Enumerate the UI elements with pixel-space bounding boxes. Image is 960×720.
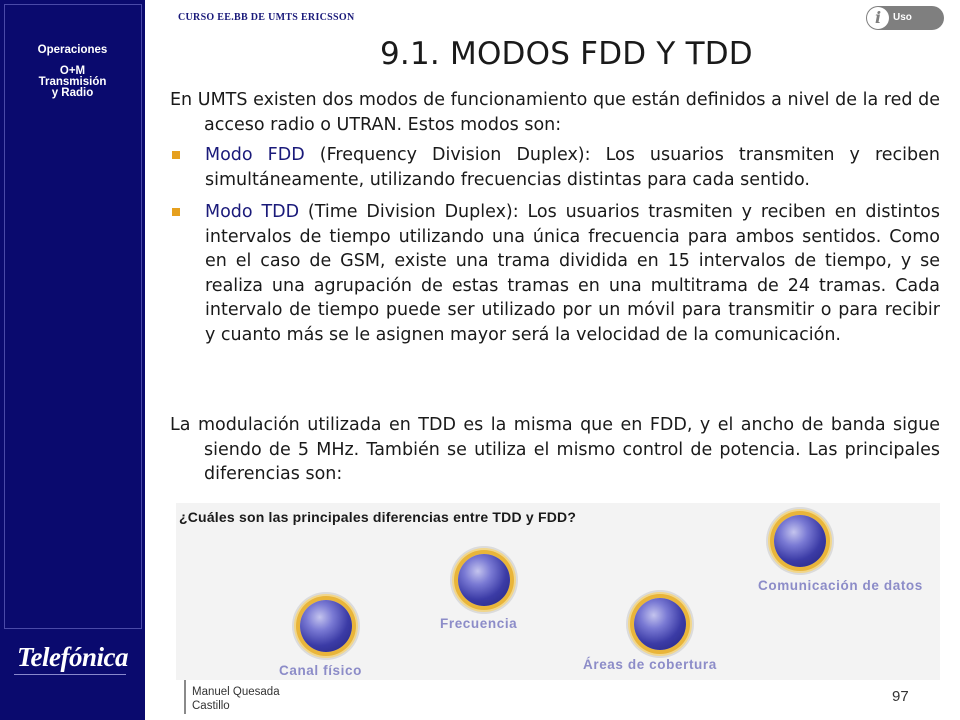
sidebar-label-operaciones: Operaciones — [37, 44, 108, 56]
option-areas-cobertura[interactable]: Áreas de cobertura — [583, 657, 717, 672]
info-icon: i — [867, 7, 889, 29]
option-canal-fisico[interactable]: Canal físico — [279, 663, 362, 678]
uso-interno-label: Uso Interno — [893, 12, 927, 47]
canal-fisico-ball-icon[interactable] — [300, 600, 352, 652]
footer-divider — [184, 680, 186, 714]
option-frecuencia[interactable]: Frecuencia — [440, 616, 518, 631]
bullet-square-icon — [172, 151, 180, 159]
areas-cobertura-ball-icon[interactable] — [634, 598, 686, 650]
bullet-fdd-term: Modo FDD — [205, 145, 305, 165]
figure-question: ¿Cuáles son las principales diferencias entre TDD y FDD? — [179, 509, 577, 525]
footer-author: Manuel Quesada Castillo — [192, 686, 280, 712]
sidebar-label-transmision: Transmisión — [38, 76, 107, 88]
page-title: 9.1. MODOS FDD Y TDD — [380, 36, 753, 72]
comunicacion-datos-ball-icon[interactable] — [774, 515, 826, 567]
bullet-fdd — [205, 143, 940, 192]
closing-paragraph: La modulación utilizada en TDD es la misma que en FDD, y el ancho de banda sigue siendo de 5 MHz. También se utiliza el mismo control de potencia. Las principales diferencias son: — [170, 415, 940, 485]
frecuencia-ball-icon[interactable] — [458, 554, 510, 606]
course-header: CURSO EE.BB DE UMTS ERICSSON — [178, 12, 355, 23]
bullet-tdd-text: (Time Division Duplex): Los usuarios trasmiten y reciben en distintos intervalos de tiempo utilizando una única frecuencia para ambos sentidos. Como en el caso de GSM, existe una trama dividida en 15 intervalos de tiempo, y se realiza una agrupación de estas tramas en una multitrama de 24 tramas. Cada intervalo de tiempo puede ser utilizado por un móvil para transmitir o para recibir y cuanto más se le asignen mayor será la velocidad de la comunicación. — [205, 202, 940, 345]
bullet-tdd-term: Modo TDD — [205, 202, 300, 222]
differences-figure — [176, 503, 940, 680]
bullet-fdd-text: (Frequency Division Duplex): Los usuarios transmiten y reciben simultáneamente, utilizando frecuencias distintas para cada sentido. — [205, 145, 940, 190]
logo-underline — [14, 674, 126, 675]
sidebar — [0, 0, 145, 720]
page-number: 97 — [892, 688, 909, 705]
telefonica-logo: Telefónica — [17, 642, 128, 672]
bullet-tdd — [205, 200, 940, 348]
uso-interno-badge — [866, 6, 944, 47]
bullet-square-icon — [172, 208, 180, 216]
sidebar-label-radio: y Radio — [51, 87, 94, 99]
intro-paragraph: En UMTS existen dos modos de funcionamiento que están definidos a nivel de la red de acceso radio o UTRAN. Estos modos son: — [170, 90, 940, 135]
option-comunicacion-datos[interactable]: Comunicación de datos — [758, 578, 923, 593]
sidebar-label-om: O+M — [59, 65, 86, 77]
